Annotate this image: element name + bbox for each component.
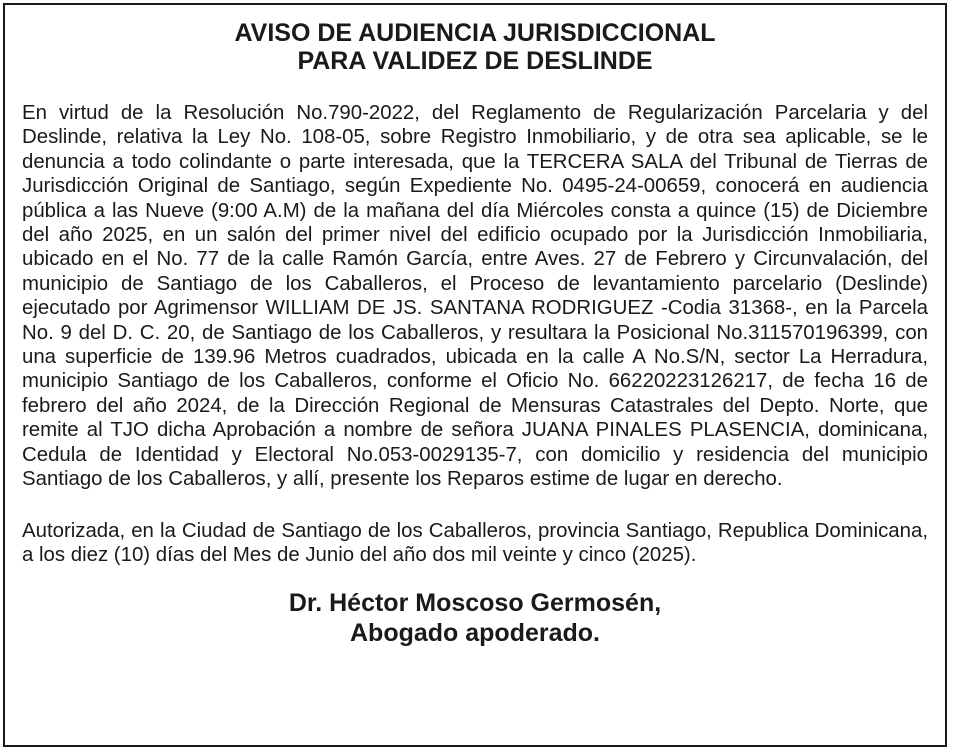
notice-title-line-2: PARA VALIDEZ DE DESLINDE (297, 47, 653, 75)
legal-notice (22, 19, 928, 648)
notice-title-line-1: AVISO DE AUDIENCIA JURISDICCIONAL (234, 19, 716, 47)
authorization-paragraph: Autorizada, en la Ciudad de Santiago de los Caballeros, provincia Santiago, Republica Dominicana, a los diez (10) días del Mes de Junio del año dos mil veinte y cinco (2025). (22, 519, 928, 566)
notice-title (22, 19, 928, 75)
notice-body-paragraph: En virtud de la Resolución No.790-2022, del Reglamento de Regularización Parcelaria y del Deslinde, relativa la Ley No. 108-05, sobre Registro Inmobiliario, y de otra sea aplicable, se le denuncia a todo colindante o parte interesada, que la TERCERA SALA del Tribunal de Tierras de Jurisdicción Original de Santiago, según Expediente No. 0495-24-00659, conocerá en audiencia pública a las Nueve (9:00 A.M) de la mañana del día Miércoles consta a quince (15) de Diciembre del año 2025, en un salón del primer nivel del edificio ocupado por la Jurisdicción Inmobiliaria, ubicado en el No. 77 de la calle Ramón García, entre Aves. 27 de Febrero y Circunvalación, del municipio de Santiago de los Caballeros, el Proceso de levantamiento parcelario (Deslinde) ejecutado por Agrimensor WILLIAM DE JS. SANTANA RODRIGUEZ -Codia 31368-, en la Parcela No. 9 del D. C. 20, de Santiago de los Caballeros, y resultara la Posicional No.311570196399, con una superficie de 139.96 Metros cuadrados, ubicada en la calle A No.S/N, sector La Herradura, municipio Santiago de los Caballeros, conforme el Oficio No. 66220223126217, de fecha 16 de febrero del año 2024, de la Dirección Regional de Mensuras Catastrales del Depto. Norte, que remite al TJO dicha Aprobación a nombre de señora JUANA PINALES PLASENCIA, dominicana, Cedula de Identidad y Electoral No.053-0029135-7, con domicilio y residencia del municipio Santiago de los Caballeros, y allí, presente los Reparos estime de lugar en derecho. (22, 102, 928, 491)
signature-role: Abogado apoderado. (350, 619, 600, 648)
signature-block (22, 588, 928, 648)
signature-name: Dr. Héctor Moscoso Germosén, (288, 589, 662, 618)
